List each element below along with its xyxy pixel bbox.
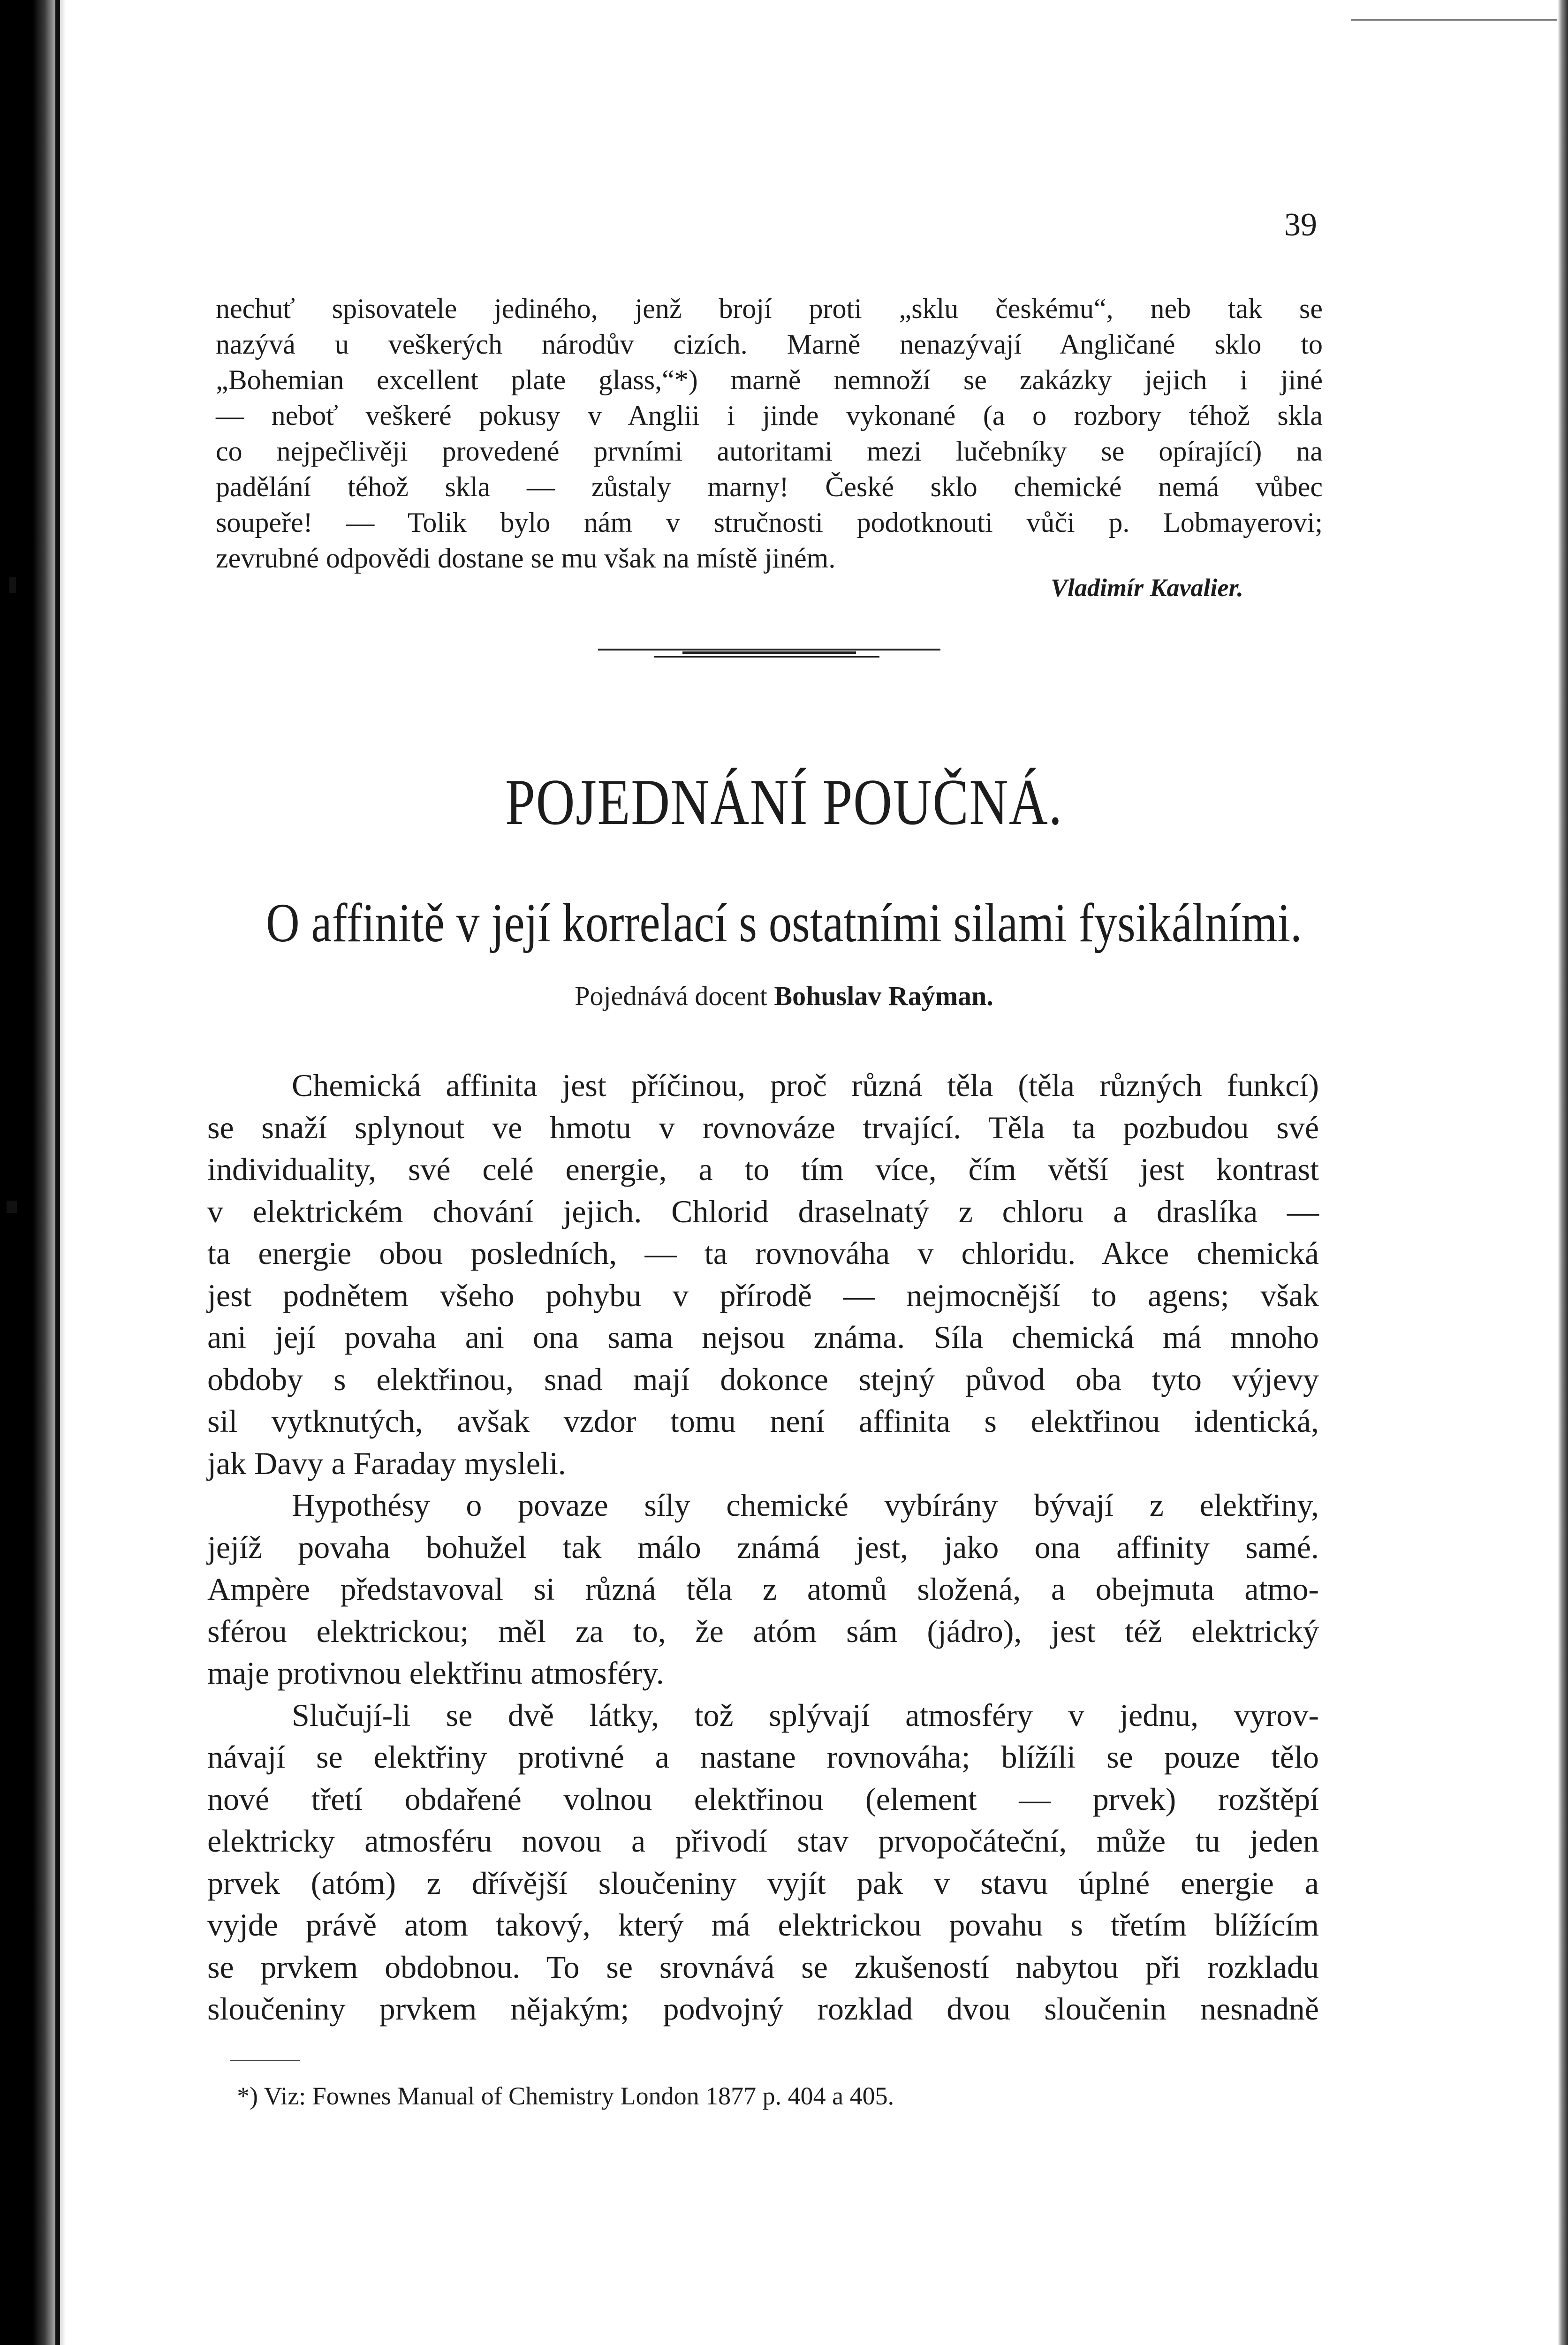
- text-line: nechuť spisovatele jediného, jenž brojí proti „sklu českému“, neb tak se: [216, 293, 1323, 324]
- text-line: „Bohemian excellent plate glass,“*) marně nemnoží se zakázky jejich i jiné: [216, 364, 1323, 395]
- divider-line: [654, 656, 879, 658]
- text-line: Ampère představoval si různá těla z atomů složená, a obejmuta atmo-: [207, 1571, 1319, 1607]
- text-line: zevrubné odpovědi dostane se mu však na místě jiném.: [216, 543, 836, 574]
- text-line: jest podnětem všeho pohybu v přírodě — nejmocnější to agens; však: [207, 1277, 1319, 1313]
- text-line: se prvkem obdobnou. To se srovnává se zkušeností nabytou při rozkladu: [207, 1949, 1319, 1985]
- text-line: nazývá u veškerých národův cizích. Marně nenazývají Angličané sklo to: [216, 329, 1323, 360]
- text-line: co nejpečlivěji provedené prvními autoritami mezi lučebníky se opírající) na: [216, 436, 1323, 467]
- text-line: individuality, své celé energie, a to tím více, čím větší jest kontrast: [207, 1151, 1319, 1187]
- text-line: padělání téhož skla — zůstaly marny! České sklo chemické nemá vůbec: [216, 471, 1323, 502]
- text-line: ani její povaha ani ona sama nejsou známa. Síla chemická má mnoho: [207, 1319, 1319, 1355]
- text-line: Slučují-li se dvě látky, tož splývají atmosféry v jednu, vyrov-: [292, 1697, 1319, 1733]
- text-line: sloučeniny prvkem nějakým; podvojný rozklad dvou sloučenin nesnadně: [207, 1991, 1319, 2027]
- margin-mark: [7, 1201, 17, 1213]
- text-line: sférou elektrickou; měl za to, že atóm sám (jádro), jest též elektrický: [207, 1613, 1319, 1649]
- text-line: — neboť veškeré pokusy v Anglii i jinde vykonané (a o rozbory téhož skla: [216, 400, 1323, 431]
- article-title: O affinitě v její korrelací s ostatními silami fysikálními.: [266, 892, 1302, 953]
- text-line: obdoby s elektřinou, snad mají dokonce stejný původ oba tyto výjevy: [207, 1361, 1319, 1397]
- byline-author: Bohuslav Raýman.: [774, 981, 993, 1011]
- text-line: v elektrickém chování jejich. Chlorid draselnatý z chloru a draslíka —: [207, 1193, 1319, 1229]
- byline-prefix: Pojednává docent: [575, 981, 767, 1011]
- text-line: Hypothésy o povaze síly chemické vybírány bývají z elektřiny,: [292, 1487, 1319, 1523]
- text-line: jak Davy a Faraday mysleli.: [207, 1445, 566, 1481]
- text-line: návají se elektřiny protivné a nastane rovnováha; blížíli se pouze tělo: [207, 1739, 1319, 1775]
- footnote: *) Viz: Fownes Manual of Chemistry London 1877 p. 404 a 405.: [237, 2082, 894, 2110]
- text-line: nové třetí obdařené volnou elektřinou (element — prvek) rozštěpí: [207, 1781, 1319, 1817]
- text-line: prvek (atóm) z dřívější sloučeniny vyjít pak v stavu úplné energie a: [207, 1865, 1319, 1901]
- section-divider: [598, 649, 940, 667]
- text-line: vyjde právě atom takový, který má elektrickou povahu s třetím blížícím: [207, 1907, 1319, 1943]
- text-line: elektricky atmosféru novou a přivodí stav prvopočáteční, může tu jeden: [207, 1823, 1319, 1859]
- section-title: POJEDNÁNÍ POUČNÁ.: [505, 766, 1063, 839]
- previous-article-ending: [216, 291, 1323, 576]
- signature: Vladimír Kavalier.: [1051, 574, 1244, 602]
- divider-line: [598, 649, 940, 651]
- margin-mark: [9, 577, 16, 593]
- right-page-edge: [1558, 0, 1568, 2345]
- footnote-divider: [230, 2060, 300, 2061]
- text-line: jejíž povaha bohužel tak málo známá jest, jako ona affinity samé.: [207, 1529, 1319, 1565]
- article-body: [207, 1065, 1319, 2030]
- page-number: 39: [1284, 207, 1317, 243]
- byline: [0, 980, 1568, 1012]
- text-line: ta energie obou posledních, — ta rovnováha v chloridu. Akce chemická: [207, 1235, 1319, 1271]
- divider-line: [682, 651, 856, 654]
- top-page-edge: [1351, 19, 1557, 21]
- text-line: soupeře! — Tolik bylo nám v stručnosti podotknouti vůči p. Lobmayerovi;: [216, 507, 1323, 538]
- text-line: Chemická affinita jest příčinou, proč různá těla (těla různých funkcí): [292, 1067, 1319, 1103]
- text-line: maje protivnou elektřinu atmosféry.: [207, 1655, 664, 1691]
- text-line: sil vytknutých, avšak vzdor tomu není affinita s elektřinou identická,: [207, 1403, 1319, 1439]
- text-line: se snaží splynout ve hmotu v rovnováze trvající. Těla ta pozbudou své: [207, 1109, 1319, 1145]
- binding-edge-line: [55, 0, 60, 2345]
